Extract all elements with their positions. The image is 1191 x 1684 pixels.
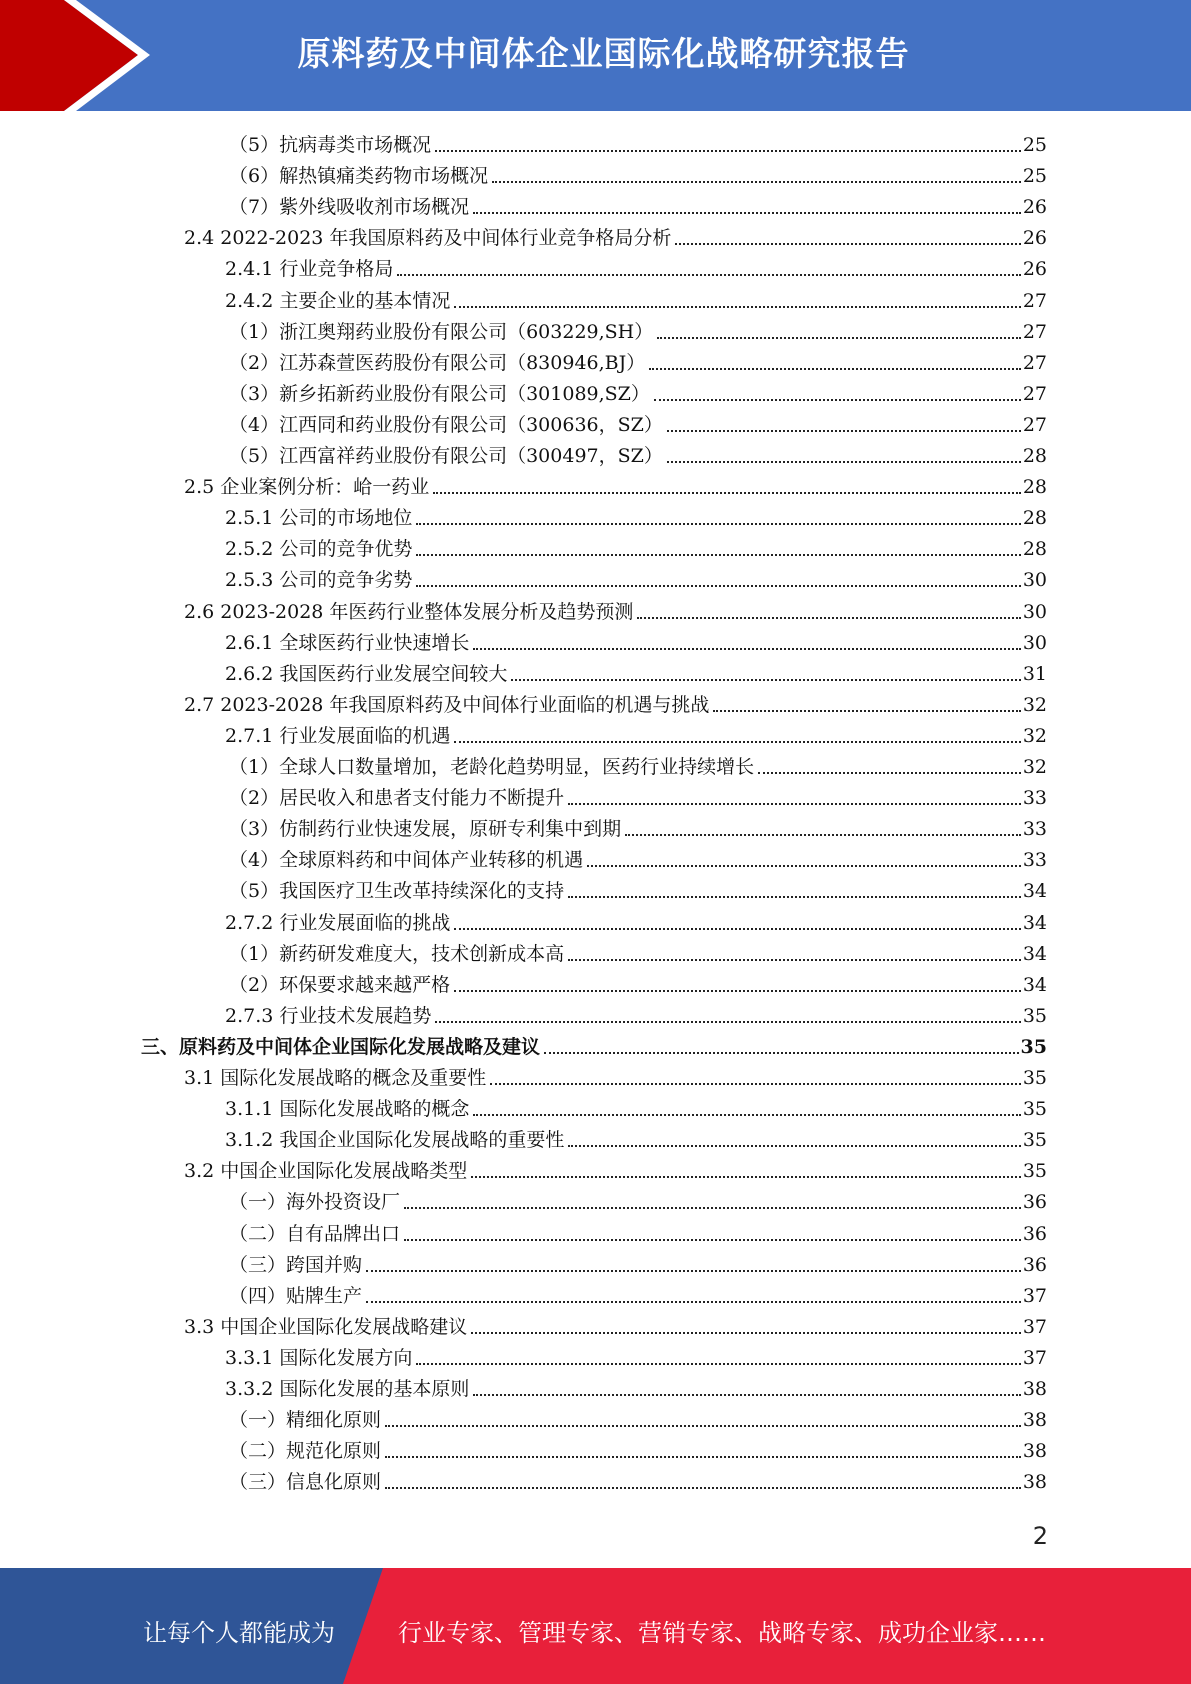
toc-entry-label: 3.3 中国企业国际化发展战略建议 bbox=[184, 1315, 468, 1338]
toc-entry-label: （2）环保要求越来越严格 bbox=[229, 973, 451, 996]
toc-dot-leader bbox=[435, 1021, 1020, 1023]
toc-entry-label: （一）海外投资设厂 bbox=[229, 1191, 401, 1214]
toc-dot-leader bbox=[654, 399, 1021, 401]
toc-entry-label: （4）江西同和药业股份有限公司（300636，SZ） bbox=[229, 413, 663, 436]
page-number: 2 bbox=[1032, 1522, 1048, 1550]
toc-entry[interactable] bbox=[229, 749, 1047, 780]
toc-dot-leader bbox=[473, 212, 1021, 214]
toc-entry-page: 28 bbox=[1022, 507, 1047, 530]
toc-entry-label: 2.5.1 公司的市场地位 bbox=[225, 507, 413, 530]
toc-entry[interactable] bbox=[229, 811, 1047, 842]
toc-entry[interactable] bbox=[225, 251, 1047, 282]
toc-dot-leader bbox=[758, 772, 1021, 774]
toc-entry[interactable] bbox=[225, 1340, 1047, 1371]
toc-entry-page: 27 bbox=[1022, 382, 1047, 405]
toc-entry[interactable] bbox=[184, 594, 1047, 625]
toc-entry-label: （1）全球人口数量增加，老龄化趋势明显，医药行业持续增长 bbox=[229, 756, 755, 778]
toc-dot-leader bbox=[492, 181, 1021, 183]
toc-entry[interactable] bbox=[184, 1060, 1047, 1091]
toc-entry-page: 25 bbox=[1022, 134, 1047, 156]
toc-entry-label: （3）仿制药行业快速发展，原研专利集中到期 bbox=[229, 818, 622, 841]
toc-entry-label: （二）自有品牌出口 bbox=[229, 1222, 401, 1245]
toc-dot-leader bbox=[625, 834, 1021, 836]
toc-dot-leader bbox=[568, 1145, 1020, 1147]
toc-entry-page: 34 bbox=[1022, 973, 1047, 996]
toc-dot-leader bbox=[471, 1176, 1021, 1178]
toc-entry[interactable] bbox=[229, 127, 1047, 158]
toc-entry-label: 3.2 中国企业国际化发展战略类型 bbox=[184, 1160, 468, 1183]
toc-entry[interactable] bbox=[229, 438, 1047, 469]
toc-entry[interactable] bbox=[225, 562, 1047, 593]
toc-entry-label: 2.7.1 行业发展面临的机遇 bbox=[225, 724, 451, 747]
toc-entry[interactable] bbox=[225, 1091, 1047, 1122]
toc-dot-leader bbox=[366, 1301, 1021, 1303]
toc-entry-label: 3.1.1 国际化发展战略的概念 bbox=[225, 1098, 470, 1121]
toc-dot-leader bbox=[490, 1083, 1021, 1085]
toc-entry-label: 3.3.2 国际化发展的基本原则 bbox=[225, 1378, 470, 1400]
toc-dot-leader bbox=[587, 865, 1021, 867]
toc-dot-leader bbox=[454, 306, 1020, 308]
toc-entry[interactable] bbox=[225, 283, 1047, 314]
toc-entry-label: 2.6.1 全球医药行业快速增长 bbox=[225, 631, 470, 654]
toc-dot-leader bbox=[435, 150, 1021, 152]
toc-entry-page: 35 bbox=[1022, 1004, 1047, 1027]
toc-entry[interactable] bbox=[229, 158, 1047, 189]
toc-entry-page: 38 bbox=[1022, 1378, 1047, 1400]
toc-dot-leader bbox=[675, 243, 1020, 245]
toc-entry-label: （一）精细化原则 bbox=[229, 1409, 382, 1432]
toc-dot-leader bbox=[385, 1456, 1021, 1458]
toc-entry-page: 27 bbox=[1022, 320, 1047, 343]
toc-entry-label: 2.7.3 行业技术发展趋势 bbox=[225, 1004, 432, 1027]
toc-entry-page: 26 bbox=[1022, 227, 1047, 250]
toc-entry-label: 2.5.3 公司的竞争劣势 bbox=[225, 569, 413, 592]
toc-entry-label: （四）贴牌生产 bbox=[229, 1284, 363, 1307]
toc-entry-label: 3.1.2 我国企业国际化发展战略的重要性 bbox=[225, 1129, 565, 1152]
toc-entry[interactable] bbox=[184, 687, 1047, 718]
toc-entry-label: 2.6.2 我国医药行业发展空间较大 bbox=[225, 662, 508, 685]
toc-entry-label: （1）新药研发难度大，技术创新成本高 bbox=[229, 942, 565, 965]
toc-dot-leader bbox=[637, 617, 1020, 619]
toc-dot-leader bbox=[454, 928, 1020, 930]
toc-entry-label: （3）新乡拓新药业股份有限公司（301089,SZ） bbox=[229, 382, 650, 405]
toc-entry[interactable] bbox=[225, 1371, 1047, 1402]
toc-entry-page: 30 bbox=[1022, 569, 1047, 592]
toc-entry[interactable] bbox=[229, 1247, 1047, 1278]
toc-entry-label: （2）居民收入和患者支付能力不断提升 bbox=[229, 787, 565, 810]
toc-entry-page: 35 bbox=[1020, 1035, 1047, 1058]
toc-dot-leader bbox=[649, 368, 1021, 370]
toc-entry[interactable] bbox=[184, 1309, 1047, 1340]
toc-dot-leader bbox=[404, 1207, 1021, 1209]
toc-entry-page: 33 bbox=[1022, 787, 1047, 810]
toc-dot-leader bbox=[416, 585, 1020, 587]
toc-entry-label: 2.4.1 行业竞争格局 bbox=[225, 258, 394, 281]
toc-entry-page: 34 bbox=[1022, 880, 1047, 903]
toc-entry-page: 36 bbox=[1022, 1253, 1047, 1276]
toc-entry-page: 35 bbox=[1022, 1098, 1047, 1121]
toc-dot-leader bbox=[366, 1270, 1021, 1272]
toc-entry-page: 35 bbox=[1022, 1067, 1047, 1089]
toc-entry[interactable] bbox=[225, 500, 1047, 531]
toc-entry-page: 35 bbox=[1022, 1160, 1047, 1183]
toc-entry-label: 2.6 2023-2028 年医药行业整体发展分析及趋势预测 bbox=[184, 600, 634, 623]
toc-entry-page: 27 bbox=[1022, 351, 1047, 374]
toc-entry[interactable] bbox=[225, 531, 1047, 562]
toc-dot-leader bbox=[471, 1332, 1021, 1334]
toc-entry[interactable] bbox=[229, 1433, 1047, 1464]
toc-entry-page: 36 bbox=[1022, 1191, 1047, 1214]
toc-entry-label: 2.7.2 行业发展面临的挑战 bbox=[225, 911, 451, 934]
toc-dot-leader bbox=[713, 710, 1020, 712]
toc-dot-leader bbox=[404, 1239, 1021, 1241]
toc-entry-label: 2.5.2 公司的竞争优势 bbox=[225, 538, 413, 561]
toc-entry[interactable] bbox=[229, 1278, 1047, 1309]
toc-dot-leader bbox=[473, 1114, 1020, 1116]
toc-entry-label: （5）抗病毒类市场概况 bbox=[229, 134, 432, 156]
toc-entry-label: （二）规范化原则 bbox=[229, 1440, 382, 1463]
toc-entry[interactable] bbox=[229, 407, 1047, 438]
page-footer bbox=[0, 1568, 1191, 1684]
toc-entry[interactable] bbox=[141, 1029, 1047, 1060]
toc-entry-page: 33 bbox=[1022, 849, 1047, 872]
toc-entry-page: 30 bbox=[1022, 600, 1047, 623]
toc-entry[interactable] bbox=[225, 625, 1047, 656]
toc-entry-page: 28 bbox=[1022, 476, 1047, 499]
toc-dot-leader bbox=[667, 430, 1021, 432]
toc-entry[interactable] bbox=[184, 1153, 1047, 1184]
toc-entry-label: （6）解热镇痛类药物市场概况 bbox=[229, 165, 489, 188]
toc-dot-leader bbox=[397, 274, 1020, 276]
toc-entry[interactable] bbox=[229, 1216, 1047, 1247]
toc-entry[interactable] bbox=[229, 314, 1047, 345]
toc-entry-page: 28 bbox=[1022, 538, 1047, 561]
toc-dot-leader bbox=[568, 959, 1021, 961]
toc-entry-page: 28 bbox=[1022, 445, 1047, 467]
toc-dot-leader bbox=[416, 1363, 1020, 1365]
toc-dot-leader bbox=[657, 337, 1021, 339]
toc-entry[interactable] bbox=[229, 842, 1047, 873]
toc-entry[interactable] bbox=[229, 873, 1047, 904]
toc-dot-leader bbox=[454, 741, 1020, 743]
toc-entry-label: 3.1 国际化发展战略的概念及重要性 bbox=[184, 1067, 487, 1089]
toc-dot-leader bbox=[667, 461, 1021, 463]
toc-entry-label: 2.4.2 主要企业的基本情况 bbox=[225, 289, 451, 312]
toc-entry-page: 32 bbox=[1022, 724, 1047, 747]
toc-entry-page: 26 bbox=[1022, 258, 1047, 281]
toc-entry-label: 2.7 2023-2028 年我国原料药及中间体行业面临的机遇与挑战 bbox=[184, 693, 710, 716]
toc-entry[interactable] bbox=[229, 345, 1047, 376]
page-header bbox=[0, 0, 1191, 111]
toc-entry[interactable] bbox=[225, 1122, 1047, 1153]
toc-entry-label: 2.4 2022-2023 年我国原料药及中间体行业竞争格局分析 bbox=[184, 227, 672, 250]
report-title: 原料药及中间体企业国际化战略研究报告 bbox=[297, 34, 910, 73]
toc-entry-page: 37 bbox=[1022, 1315, 1047, 1338]
toc-entry[interactable] bbox=[229, 780, 1047, 811]
toc-entry[interactable] bbox=[229, 189, 1047, 220]
toc-entry-label: （2）江苏森萱医药股份有限公司（830946,BJ） bbox=[229, 351, 646, 374]
toc-dot-leader bbox=[416, 523, 1020, 525]
toc-entry-page: 38 bbox=[1022, 1409, 1047, 1432]
toc-entry-page: 32 bbox=[1022, 693, 1047, 716]
toc-entry-label: （4）全球原料药和中间体产业转移的机遇 bbox=[229, 849, 584, 872]
toc-entry-page: 26 bbox=[1022, 196, 1047, 219]
toc-dot-leader bbox=[473, 1394, 1020, 1396]
toc-entry-label: （5）江西富祥药业股份有限公司（300497，SZ） bbox=[229, 445, 663, 467]
toc-entry-page: 30 bbox=[1022, 631, 1047, 654]
toc-entry[interactable] bbox=[184, 469, 1047, 500]
toc-entry[interactable] bbox=[229, 967, 1047, 998]
toc-dot-leader bbox=[544, 1052, 1019, 1054]
toc-entry-label: 3.3.1 国际化发展方向 bbox=[225, 1346, 413, 1369]
toc-entry-page: 38 bbox=[1022, 1440, 1047, 1463]
toc-entry[interactable] bbox=[229, 1402, 1047, 1433]
toc-entry-page: 37 bbox=[1022, 1346, 1047, 1369]
toc-dot-leader bbox=[385, 1425, 1021, 1427]
footer-tagline: 行业专家、管理专家、营销专家、战略专家、成功企业家…… bbox=[398, 1619, 1046, 1647]
toc-entry[interactable] bbox=[225, 998, 1047, 1029]
toc-entry[interactable] bbox=[229, 1184, 1047, 1215]
toc-entry[interactable] bbox=[229, 1464, 1047, 1495]
toc-entry-page: 32 bbox=[1022, 756, 1047, 778]
toc-entry-page: 37 bbox=[1022, 1284, 1047, 1307]
toc-entry[interactable] bbox=[225, 905, 1047, 936]
toc-entry-page: 36 bbox=[1022, 1222, 1047, 1245]
toc-dot-leader bbox=[511, 679, 1020, 681]
toc-entry-page: 34 bbox=[1022, 911, 1047, 934]
toc-dot-leader bbox=[568, 896, 1021, 898]
toc-entry[interactable] bbox=[184, 220, 1047, 251]
toc-entry-label: （7）紫外线吸收剂市场概况 bbox=[229, 196, 470, 219]
toc-entry-page: 27 bbox=[1022, 289, 1047, 312]
toc-entry[interactable] bbox=[225, 718, 1047, 749]
toc-entry[interactable] bbox=[229, 936, 1047, 967]
toc-dot-leader bbox=[568, 803, 1021, 805]
toc-dot-leader bbox=[454, 990, 1021, 992]
toc-entry-label: （三）跨国并购 bbox=[229, 1253, 363, 1276]
toc-entry-page: 38 bbox=[1022, 1471, 1047, 1494]
toc-dot-leader bbox=[433, 492, 1021, 494]
toc-dot-leader bbox=[473, 648, 1020, 650]
toc-entry-page: 34 bbox=[1022, 942, 1047, 965]
footer-slogan: 让每个人都能成为 bbox=[143, 1619, 335, 1647]
toc-entry-page: 25 bbox=[1022, 165, 1047, 188]
toc-entry-label: （1）浙江奥翔药业股份有限公司（603229,SH） bbox=[229, 320, 654, 343]
toc-entry-page: 33 bbox=[1022, 818, 1047, 841]
toc-entry-label: （5）我国医疗卫生改革持续深化的支持 bbox=[229, 880, 565, 903]
toc-entry[interactable] bbox=[225, 656, 1047, 687]
toc-entry-label: 三、原料药及中间体企业国际化发展战略及建议 bbox=[141, 1035, 541, 1058]
toc-entry-page: 31 bbox=[1022, 662, 1047, 685]
toc-dot-leader bbox=[416, 554, 1020, 556]
toc-entry-label: （三）信息化原则 bbox=[229, 1471, 382, 1494]
toc-entry-label: 2.5 企业案例分析：峆一药业 bbox=[184, 476, 430, 499]
toc-entry-page: 27 bbox=[1022, 413, 1047, 436]
toc-dot-leader bbox=[385, 1487, 1021, 1489]
toc-entry-page: 35 bbox=[1022, 1129, 1047, 1152]
toc-entry[interactable] bbox=[229, 376, 1047, 407]
